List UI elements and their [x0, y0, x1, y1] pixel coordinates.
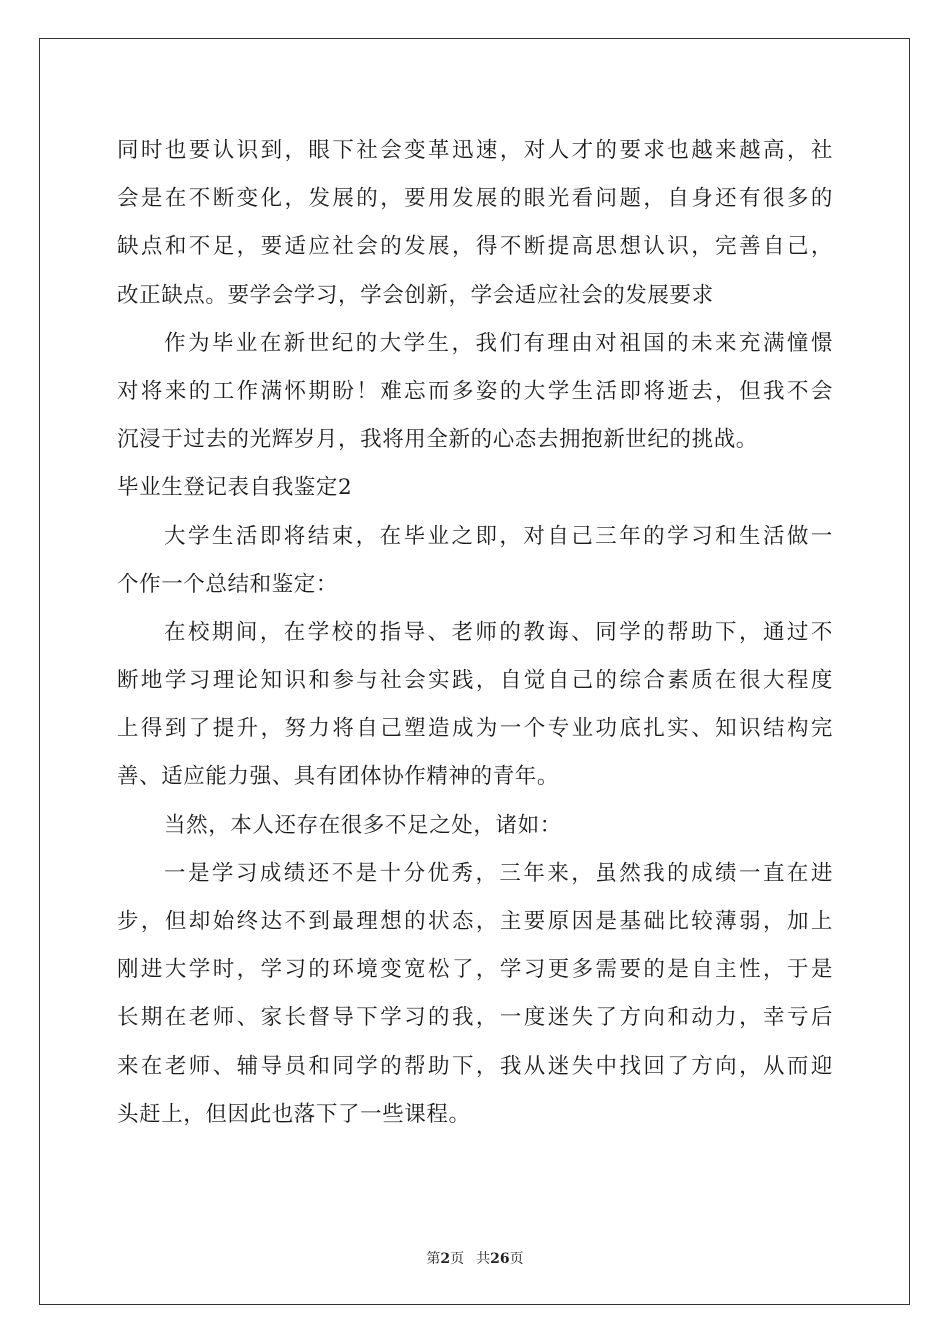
current-page-number: 2 [440, 1251, 451, 1267]
text-line: 上得到了提升，努力将自己塑造成为一个专业功底扎实、知识结构完 [117, 716, 833, 742]
text-line: 缺点和不足，要适应社会的发展，得不断提高思想认识，完善自己， [117, 234, 833, 260]
text-line: 头赶上，但因此也落下了一些课程。 [117, 1101, 471, 1127]
text-line: 长期在老师、家长督导下学习的我，一度迷失了方向和动力，幸亏后 [117, 1005, 833, 1031]
text-line: 对将来的工作满怀期盼！难忘而多姿的大学生活即将逝去，但我不会 [117, 378, 833, 404]
text-line: 沉浸于过去的光辉岁月，我将用全新的心态去拥抱新世纪的挑战。 [117, 427, 758, 453]
footer-page-suffix: 页 [450, 1251, 465, 1267]
text-line: 断地学习理论知识和参与社会实践，自觉自己的综合素质在很大程度 [117, 668, 833, 694]
text-line: 来在老师、辅导员和同学的帮助下，我从迷失中找回了方向，从而迎 [117, 1053, 833, 1079]
text-line: 会是在不断变化，发展的，要用发展的眼光看问题，自身还有很多的 [117, 186, 833, 212]
text-line: 当然，本人还存在很多不足之处，诸如： [164, 812, 562, 838]
footer-total-prefix: 共 [476, 1251, 491, 1267]
footer-total-suffix: 页 [509, 1251, 524, 1267]
text-line: 刚进大学时，学习的环境变宽松了，学习更多需要的是自主性，于是 [117, 957, 833, 983]
text-line: 善、适应能力强、具有团体协作精神的青年。 [117, 764, 560, 790]
text-line: 大学生活即将结束，在毕业之即，对自己三年的学习和生活做一 [164, 523, 833, 549]
page-footer [0, 1248, 950, 1268]
text-line: 在校期间，在学校的指导、老师的教诲、同学的帮助下，通过不 [164, 619, 833, 645]
text-line: 同时也要认识到，眼下社会变革迅速，对人才的要求也越来越高，社 [117, 138, 833, 163]
section-heading: 毕业生登记表自我鉴定2 [117, 475, 353, 501]
text-line: 个作一个总结和鉴定： [117, 571, 339, 597]
footer-prefix: 第 [426, 1251, 441, 1267]
text-line: 一是学习成绩还不是十分优秀，三年来，虽然我的成绩一直在进 [164, 860, 833, 886]
document-body [117, 127, 833, 1139]
total-page-count: 26 [490, 1251, 510, 1267]
text-line: 步，但却始终达不到最理想的状态，主要原因是基础比较薄弱，加上 [117, 909, 833, 934]
text-line: 作为毕业在新世纪的大学生，我们有理由对祖国的未来充满憧憬 [164, 330, 833, 356]
text-line: 改正缺点。要学会学习，学会创新，学会适应社会的发展要求 [117, 282, 714, 308]
